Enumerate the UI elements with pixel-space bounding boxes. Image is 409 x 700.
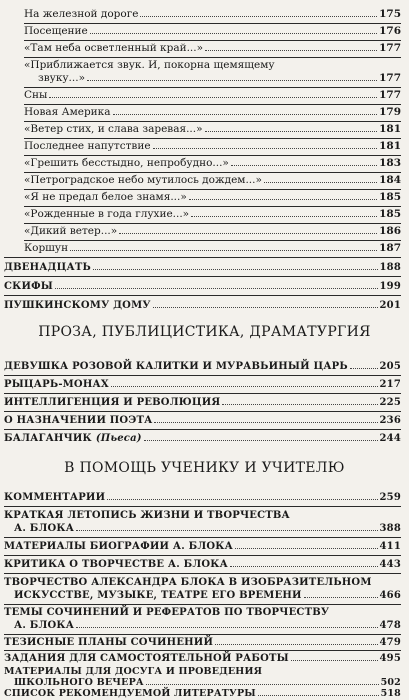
entry-title: «Рожденные в года глухие...»: [24, 208, 190, 220]
toc-entry: [4, 576, 401, 602]
leader-dots: [76, 530, 377, 531]
page-number: 201: [379, 300, 401, 311]
entry-title-continuation: А. БЛОКА: [14, 523, 75, 534]
page-number: 217: [379, 379, 401, 390]
toc-entry: [4, 491, 401, 504]
entry-title: Последнее напутствие: [24, 140, 151, 152]
divider: [24, 206, 401, 207]
entry-title: Новая Америка: [24, 106, 111, 118]
toc-entry: [4, 414, 401, 427]
divider: [4, 393, 401, 394]
page-number: 244: [379, 433, 401, 444]
toc-entry: [4, 432, 401, 445]
entry-note: (Пьеса): [95, 433, 142, 444]
divider: [24, 138, 401, 139]
page-number: 518: [380, 688, 401, 699]
entry-title: Коршун: [24, 242, 69, 254]
toc-entry: [24, 25, 401, 38]
toc-entry: [4, 280, 401, 293]
entry-title: СКИФЫ: [4, 281, 54, 292]
entry-title-continuation: ШКОЛЬНОГО ВЕЧЕРА: [14, 677, 144, 688]
page-number: 502: [380, 677, 401, 688]
page-number: 185: [379, 208, 401, 220]
divider: [4, 634, 401, 635]
toc-entry: [4, 558, 401, 571]
toc-entry: [24, 89, 401, 102]
leader-dots: [93, 269, 378, 270]
leader-dots: [191, 216, 377, 217]
entry-title: БАЛАГАНЧИК: [4, 433, 92, 444]
entry-title: Посещение: [24, 25, 88, 37]
page-number: 181: [379, 123, 401, 135]
leader-dots: [146, 684, 379, 685]
toc-entry: [24, 174, 401, 187]
entry-title: МАТЕРИАЛЫ ДЛЯ ДОСУГА И ПРОВЕДЕНИЯ: [4, 666, 263, 677]
leader-dots: [119, 233, 377, 234]
entry-title: «Там неба осветленный край...»: [24, 42, 204, 54]
entry-title: Сны: [24, 89, 48, 101]
leader-dots: [205, 50, 377, 51]
page-number: 177: [379, 89, 401, 101]
toc-entry: [4, 299, 401, 312]
entry-title: ПУШКИНСКОМУ ДОМУ: [4, 300, 151, 311]
entry-title: ТЕЗИСНЫЕ ПЛАНЫ СОЧИНЕНИЙ: [4, 637, 214, 648]
toc-entry: [4, 636, 401, 649]
page-number: 188: [379, 262, 401, 273]
divider: [24, 172, 401, 173]
leader-dots: [230, 566, 378, 567]
entry-title: ЗАДАНИЯ ДЛЯ САМОСТОЯТЕЛЬНОЙ РАБОТЫ: [4, 653, 289, 664]
divider: [4, 506, 401, 507]
page-number: 495: [379, 653, 401, 664]
page-number: 259: [379, 492, 401, 503]
page-number: 181: [379, 140, 401, 152]
entry-title-continuation: звуку...»: [38, 72, 85, 84]
entry-title: «Я не предал белое знамя...»: [24, 191, 187, 203]
leader-dots: [231, 165, 377, 166]
divider: [24, 23, 401, 24]
page-number: 177: [379, 42, 401, 54]
page-number: 466: [379, 590, 401, 601]
page-number: 177: [379, 72, 401, 84]
leader-dots: [264, 182, 377, 183]
entry-title: «Петроградское небо мутилось дождем...»: [24, 174, 262, 186]
page-number: 443: [379, 559, 401, 570]
page-number: 225: [379, 397, 401, 408]
page-number: 388: [379, 523, 401, 534]
entry-title: МАТЕРИАЛЫ БИОГРАФИИ А. БЛОКА: [4, 541, 233, 552]
page-number: 411: [379, 541, 401, 552]
toc-entry: [4, 261, 401, 274]
entry-title: «Дикий ветер...»: [24, 225, 118, 237]
divider: [4, 429, 401, 430]
page-number: 183: [379, 157, 401, 169]
divider: [24, 57, 401, 58]
toc-entry: [4, 378, 401, 391]
toc-entry: [4, 396, 401, 409]
page-number: 186: [379, 225, 401, 237]
leader-dots: [189, 199, 377, 200]
entry-title: СПИСОК РЕКОМЕНДУЕМОЙ ЛИТЕРАТУРЫ: [4, 688, 256, 699]
entry-title: «Ветер стих, и слава заревая...»: [24, 123, 203, 135]
page-number: 185: [379, 191, 401, 203]
page-number: 205: [379, 361, 401, 372]
page-number: 199: [379, 281, 401, 292]
divider: [24, 155, 401, 156]
toc-entry: [4, 540, 401, 553]
page-number: 479: [379, 637, 401, 648]
page-number: 184: [379, 174, 401, 186]
leader-dots: [153, 148, 378, 149]
divider: [24, 223, 401, 224]
section-heading: В ПОМОЩЬ УЧЕНИКУ И УЧИТЕЛЮ: [64, 460, 345, 476]
divider: [4, 604, 401, 605]
divider: [24, 189, 401, 190]
entry-title: «Приближается звук. И, покорна щемящему: [24, 59, 275, 71]
leader-dots: [215, 644, 377, 645]
divider: [4, 650, 401, 651]
toc-entry: [4, 666, 401, 688]
divider: [24, 40, 401, 41]
leader-dots: [70, 250, 377, 251]
entry-title: ИНТЕЛЛИГЕНЦИЯ И РЕВОЛЮЦИЯ: [4, 397, 221, 408]
leader-dots: [258, 695, 379, 696]
toc-entry: [4, 509, 401, 535]
toc-entry: [24, 106, 401, 119]
toc-entry: [4, 688, 401, 699]
entry-title-continuation: ИСКУССТВЕ, МУЗЫКЕ, ТЕАТРЕ ЕГО ВРЕМЕНИ: [14, 590, 302, 601]
entry-title: На железной дороге: [24, 8, 139, 20]
toc-entry: [24, 157, 401, 170]
divider: [4, 537, 401, 538]
divider: [4, 555, 401, 556]
page-number: 175: [379, 8, 401, 20]
leader-dots: [76, 627, 377, 628]
leader-dots: [144, 440, 378, 441]
toc-entry: [24, 59, 401, 85]
page-number: 187: [379, 242, 401, 254]
divider: [4, 276, 401, 277]
section-heading: ПРОЗА, ПУБЛИЦИСТИКА, ДРАМАТУРГИЯ: [38, 324, 371, 340]
entry-title: ДВЕНАДЦАТЬ: [4, 262, 91, 273]
page-number: 236: [379, 415, 401, 426]
leader-dots: [153, 307, 378, 308]
leader-dots: [140, 16, 377, 17]
toc-entry: [4, 360, 401, 373]
divider: [4, 295, 401, 296]
leader-dots: [222, 404, 377, 405]
leader-dots: [350, 368, 378, 369]
entry-title: КРАТКАЯ ЛЕТОПИСЬ ЖИЗНИ И ТВОРЧЕСТВА: [4, 510, 290, 521]
leader-dots: [87, 80, 377, 81]
entry-title: ТВОРЧЕСТВО АЛЕКСАНДРА БЛОКА В ИЗОБРАЗИТЕЛЬНОМ: [4, 577, 372, 588]
entry-title: КРИТИКА О ТВОРЧЕСТВЕ А. БЛОКА: [4, 559, 228, 570]
leader-dots: [154, 422, 377, 423]
toc-entry: [24, 8, 401, 21]
toc-entry: [24, 208, 401, 221]
toc-entry: [24, 123, 401, 136]
leader-dots: [235, 548, 378, 549]
divider: [24, 240, 401, 241]
divider: [24, 87, 401, 88]
leader-dots: [291, 660, 378, 661]
divider: [4, 257, 401, 258]
entry-title: КОММЕНТАРИИ: [4, 492, 106, 503]
entry-title: «Грешить бесстыдно, непробудно...»: [24, 157, 229, 169]
leader-dots: [49, 97, 377, 98]
toc-entry: [24, 242, 401, 255]
leader-dots: [205, 131, 378, 132]
page-number: 179: [379, 106, 401, 118]
divider: [24, 121, 401, 122]
page-number: 176: [379, 25, 401, 37]
divider: [24, 104, 401, 105]
leader-dots: [111, 386, 378, 387]
toc-entry: [24, 42, 401, 55]
toc-entry: [4, 652, 401, 665]
leader-dots: [304, 597, 378, 598]
divider: [4, 411, 401, 412]
entry-title: РЫЦАРЬ-МОНАХ: [4, 379, 109, 390]
toc-entry: [24, 191, 401, 204]
toc-entry: [24, 225, 401, 238]
leader-dots: [113, 114, 378, 115]
entry-title: ДЕВУШКА РОЗОВОЙ КАЛИТКИ И МУРАВЬИНЫЙ ЦАРЬ: [4, 361, 348, 372]
divider: [4, 573, 401, 574]
leader-dots: [90, 33, 377, 34]
toc-entry: [4, 606, 401, 632]
entry-title: ТЕМЫ СОЧИНЕНИЙ И РЕФЕРАТОВ ПО ТВОРЧЕСТВУ: [4, 607, 330, 618]
leader-dots: [107, 499, 377, 500]
entry-title: О НАЗНАЧЕНИИ ПОЭТА: [4, 415, 153, 426]
entry-title-continuation: А. БЛОКА: [14, 620, 75, 631]
toc-entry: [24, 140, 401, 153]
leader-dots: [55, 288, 378, 289]
page-number: 478: [379, 620, 401, 631]
divider: [4, 375, 401, 376]
